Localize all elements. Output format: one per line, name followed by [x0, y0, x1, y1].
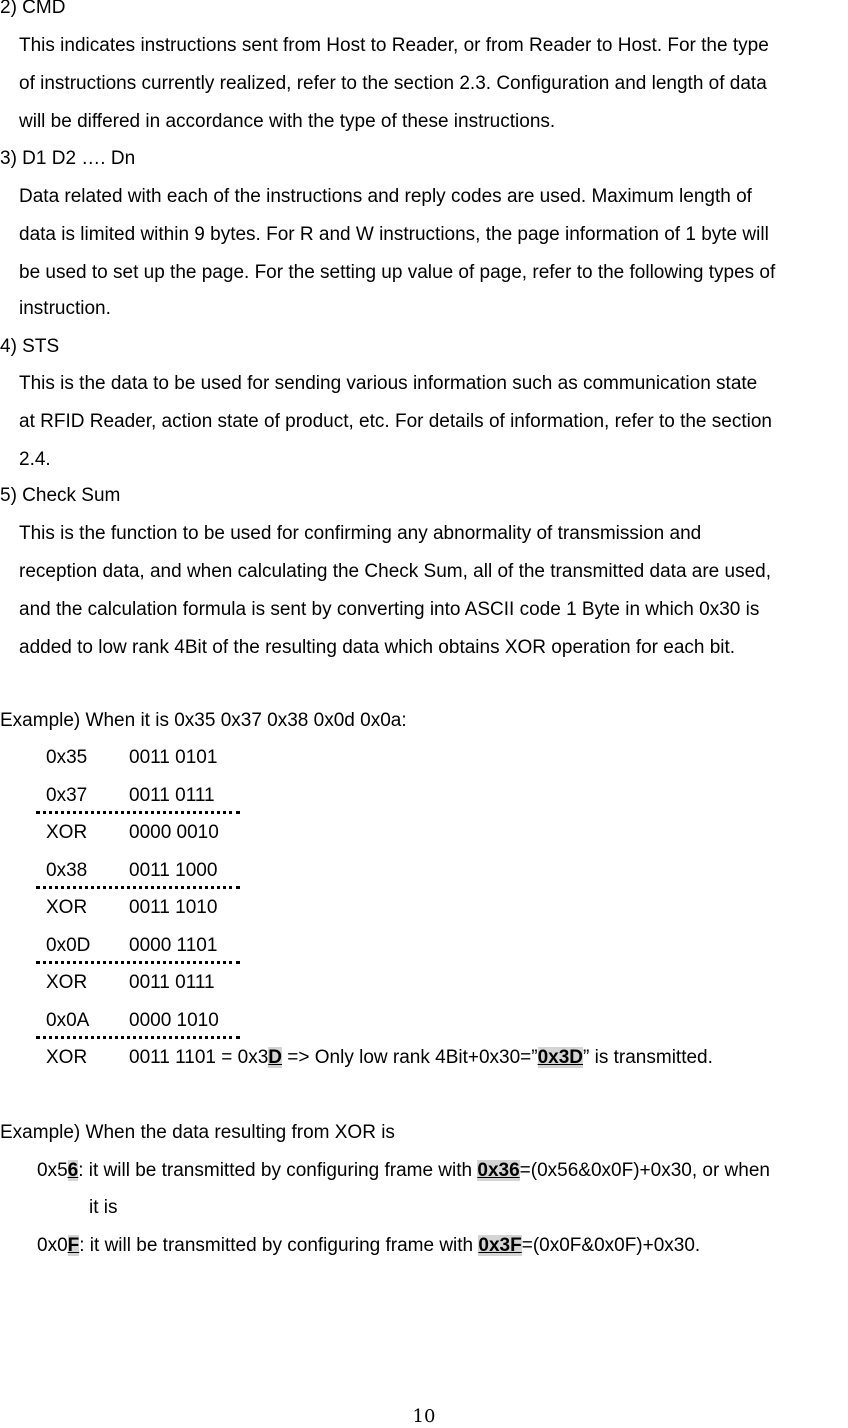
- example2-case1-line: [37, 1160, 770, 1182]
- example1-row-bits: 0011 0111: [129, 785, 215, 806]
- case1-formula: =(0x56&0x0F)+0x30, or when: [519, 1160, 770, 1181]
- page-number: 10: [412, 1406, 436, 1427]
- checksum-heading: 5) Check Sum: [0, 485, 121, 506]
- sts-text-line: at RFID Reader, action state of product, etc. For details of information, refer to the section: [19, 411, 772, 432]
- case1-continuation: it is: [89, 1197, 118, 1218]
- highlighted-digit: 6: [67, 1160, 79, 1181]
- data-text-line: instruction.: [19, 298, 111, 319]
- sts-text-line: This is the data to be used for sending various information such as communication state: [19, 373, 758, 394]
- checksum-text-line: added to low rank 4Bit of the resulting data which obtains XOR operation for each bit.: [19, 637, 736, 658]
- checksum-text-line: This is the function to be used for confirming any abnormality of transmission and: [19, 523, 702, 544]
- example1-row-label: 0x37: [46, 785, 88, 806]
- case2-text: : it will be transmitted by configuring frame with: [79, 1235, 479, 1256]
- example2-title: Example) When the data resulting from XOR is: [0, 1122, 395, 1143]
- xor-divider: [36, 1036, 240, 1039]
- sts-heading: 4) STS: [0, 336, 60, 357]
- example1-row-label: 0x35: [46, 747, 88, 768]
- data-text-line: data is limited within 9 bytes. For R and W instructions, the page information of 1 byte will: [19, 224, 769, 245]
- example1-row-label: 0x0D: [46, 935, 91, 956]
- example1-row-label: 0x38: [46, 860, 88, 881]
- example1-final-line: [129, 1047, 713, 1069]
- example1-row-bits: 0000 0010: [129, 822, 219, 843]
- cmd-text-line: will be differed in accordance with the type of these instructions.: [19, 111, 556, 132]
- example1-row-bits: 0011 1000: [129, 860, 218, 881]
- example1-row-label: XOR: [46, 1047, 88, 1068]
- data-text-line: Data related with each of the instructions and reply codes are used. Maximum length of: [19, 186, 752, 207]
- highlighted-value: 0x3D: [537, 1047, 584, 1068]
- xor-divider: [36, 961, 240, 964]
- example1-row-bits: 0000 1010: [129, 1010, 219, 1031]
- example1-title: Example) When it is 0x35 0x37 0x38 0x0d 0x0a:: [0, 710, 407, 731]
- cmd-heading: 2) CMD: [0, 0, 66, 18]
- xor-divider: [36, 811, 240, 814]
- cmd-text-line: This indicates instructions sent from Host to Reader, or from Reader to Host. For the type: [19, 35, 769, 56]
- example1-row-bits: 0011 0111: [129, 972, 215, 993]
- example1-row-bits: 0011 0101: [129, 747, 218, 768]
- sts-text-line: 2.4.: [19, 449, 51, 470]
- case2-prefix: 0x0: [37, 1235, 68, 1256]
- example1-row-bits: 0011 1010: [129, 897, 218, 918]
- example1-row-label: XOR: [46, 822, 88, 843]
- xor-divider: [36, 886, 240, 889]
- case2-formula: =(0x0F&0x0F)+0x30.: [521, 1235, 701, 1256]
- example1-row-label: XOR: [46, 972, 88, 993]
- data-text-line: be used to set up the page. For the setting up value of page, refer to the following types of: [19, 262, 776, 283]
- highlighted-value: 0x3F: [478, 1235, 522, 1256]
- data-heading: 3) D1 D2 …. Dn: [0, 148, 136, 169]
- highlighted-value: 0x36: [477, 1160, 520, 1181]
- checksum-text-line: and the calculation formula is sent by converting into ASCII code 1 Byte in which 0x30 is: [19, 599, 760, 620]
- cmd-text-line: of instructions currently realized, refer to the section 2.3. Configuration and length of data: [19, 73, 767, 94]
- case1-text: : it will be transmitted by configuring frame with: [78, 1160, 478, 1181]
- example1-row-label: 0x0A: [46, 1010, 90, 1031]
- example1-row-label: XOR: [46, 897, 88, 918]
- checksum-text-line: reception data, and when calculating the Check Sum, all of the transmitted data are used,: [19, 561, 772, 582]
- example1-final-mid: => Only low rank 4Bit+0x30=”: [282, 1047, 538, 1068]
- example2-case2-line: [37, 1235, 700, 1257]
- case1-prefix: 0x5: [37, 1160, 68, 1181]
- example1-final-end: ” is transmitted.: [583, 1047, 713, 1068]
- example1-row-bits: 0000 1101: [129, 935, 218, 956]
- example1-final-bits: 0011 1101 = 0x3: [129, 1047, 269, 1068]
- highlighted-digit: D: [268, 1047, 283, 1068]
- highlighted-digit: F: [67, 1235, 80, 1256]
